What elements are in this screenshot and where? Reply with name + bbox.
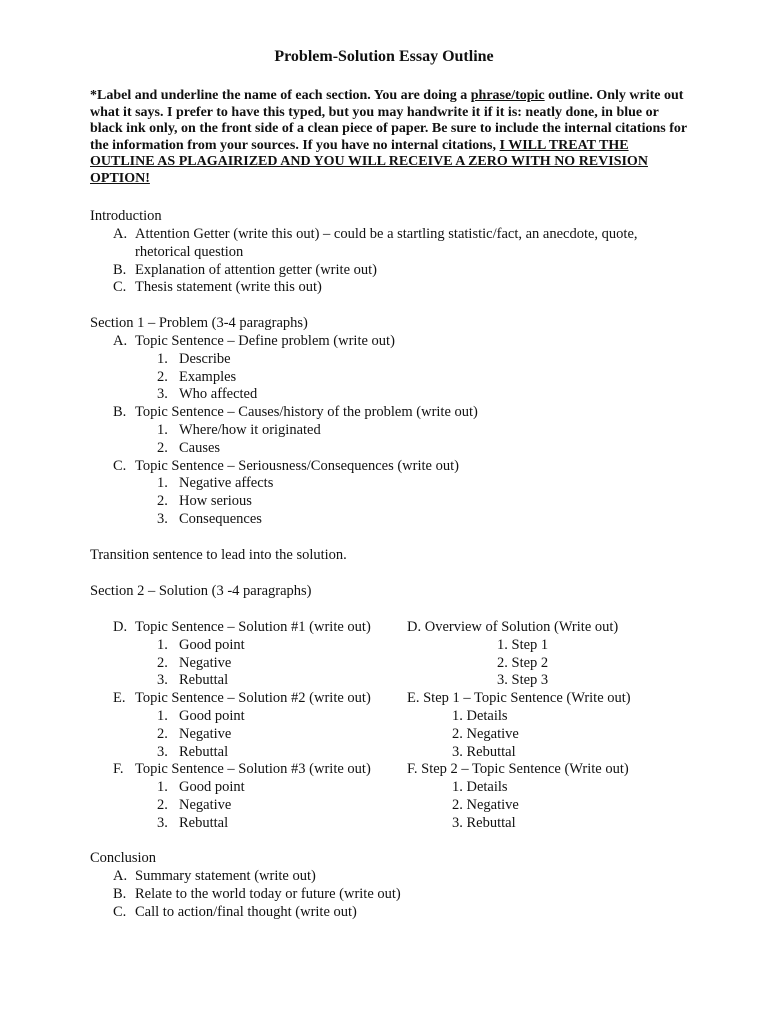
list-item — [90, 458, 478, 476]
section1-heading: Section 1 – Problem (3-4 paragraphs) — [90, 315, 308, 331]
item-letter: A. — [113, 333, 128, 349]
transition-sentence: Transition sentence to lead into the solution. — [90, 547, 347, 563]
list-item — [90, 690, 371, 708]
item-letter: E. — [113, 690, 126, 707]
page-title: Problem-Solution Essay Outline — [274, 48, 494, 65]
list-item — [90, 904, 401, 922]
sub-item: 1. Good point — [157, 636, 245, 653]
sub-item: 2. Negative — [452, 796, 519, 813]
sub-item: 3. Who affected — [157, 386, 258, 403]
list-item — [90, 404, 478, 422]
list-item: F. Step 2 – Topic Sentence (Write out) — [407, 761, 629, 778]
sub-item: 1. Details — [452, 707, 508, 724]
item-text: Topic Sentence – Define problem (write out) — [135, 333, 395, 349]
item-letter: B. — [113, 261, 127, 278]
sub-item: 1. Describe — [157, 350, 231, 367]
item-letter: D. — [113, 619, 128, 635]
sub-item: 1. Negative affects — [157, 475, 274, 492]
item-text: Topic Sentence – Seriousness/Consequences (write out) — [135, 457, 459, 474]
item-text: Topic Sentence – Solution #3 (write out) — [135, 761, 371, 778]
sub-item: 2. How serious — [157, 493, 252, 510]
item-text: Topic Sentence – Solution #1 (write out) — [135, 619, 371, 635]
instructions-warning: I WILL TREAT THE OUTLINE AS PLAGAIRIZED AND YOU WILL RECEIVE A ZERO WITH NO REVISION OPTION! — [90, 137, 648, 186]
instructions-text-2: outline. Only write out what it says. I prefer to have this typed, but you may handwrite it if it is: neatly done, in blue or black ink only, on the front side of a clean piece of paper. Be sure to include the internal citations for the information from your sources. If you have no internal citations, — [90, 88, 687, 153]
item-letter: C. — [113, 903, 127, 920]
sub-item: 3. Rebuttal — [157, 814, 229, 831]
list-item — [90, 279, 638, 297]
sub-item: 1. Good point — [157, 707, 245, 724]
item-letter: C. — [113, 279, 127, 296]
sub-item: 3. Rebuttal — [452, 743, 516, 760]
list-item — [90, 226, 638, 244]
item-letter: C. — [113, 457, 127, 474]
item-text: Explanation of attention getter (write out) — [135, 261, 377, 278]
item-text: Thesis statement (write this out) — [135, 279, 322, 296]
conclusion-section — [90, 850, 401, 921]
item-text: Summary statement (write out) — [135, 868, 316, 884]
introduction-section — [90, 208, 638, 297]
sub-item: 2. Negative — [452, 725, 519, 742]
item-text: rhetorical question — [135, 243, 244, 260]
sub-item: 2. Examples — [157, 368, 237, 385]
list-item-continuation — [90, 244, 638, 262]
section2-left-column — [90, 619, 371, 833]
list-item: E. Step 1 – Topic Sentence (Write out) — [407, 690, 631, 707]
sub-item: 2. Negative — [157, 796, 232, 813]
conclusion-heading: Conclusion — [90, 850, 157, 866]
item-letter: A. — [113, 868, 128, 884]
section2-heading: Section 2 – Solution (3 -4 paragraphs) — [90, 583, 312, 599]
sub-item: 2. Causes — [157, 439, 221, 456]
section1-problem — [90, 315, 478, 529]
item-letter: F. — [113, 761, 124, 778]
sub-item: 3. Consequences — [157, 510, 262, 527]
list-item — [90, 886, 401, 904]
sub-item: 1. Details — [452, 779, 508, 796]
section2-right-column — [407, 619, 631, 833]
item-letter: B. — [113, 885, 127, 902]
instructions-text-1: *Label and underline the name of each section. You are doing a — [90, 88, 471, 103]
list-item — [90, 868, 401, 886]
list-item — [90, 761, 371, 779]
sub-item: 3. Rebuttal — [452, 814, 516, 831]
instructions-paragraph — [90, 88, 690, 187]
sub-item: 3. Rebuttal — [157, 672, 229, 689]
item-text: Attention Getter (write this out) – could be a startling statistic/fact, an anecdote, quote, — [135, 226, 638, 242]
sub-item: 3. Rebuttal — [157, 743, 229, 760]
sub-item: 3. Step 3 — [497, 672, 549, 689]
item-letter: B. — [113, 404, 127, 421]
item-text: Topic Sentence – Causes/history of the problem (write out) — [135, 404, 478, 421]
sub-item: 2. Negative — [157, 725, 232, 742]
sub-item: 1. Where/how it originated — [157, 421, 321, 438]
sub-item: 2. Step 2 — [497, 654, 549, 671]
sub-item: 1. Good point — [157, 779, 245, 796]
list-item — [90, 333, 478, 351]
item-text: Relate to the world today or future (write out) — [135, 885, 401, 902]
instructions-underlined-1: phrase/topic — [470, 88, 545, 103]
item-text: Call to action/final thought (write out) — [135, 903, 357, 920]
item-text: Topic Sentence – Solution #2 (write out) — [135, 690, 371, 707]
list-item: D. Overview of Solution (Write out) — [407, 619, 619, 635]
sub-item: 2. Negative — [157, 654, 232, 671]
list-item — [90, 619, 371, 637]
list-item — [90, 262, 638, 280]
item-letter: A. — [113, 226, 128, 242]
sub-item: 1. Step 1 — [497, 636, 549, 653]
introduction-heading: Introduction — [90, 208, 162, 224]
